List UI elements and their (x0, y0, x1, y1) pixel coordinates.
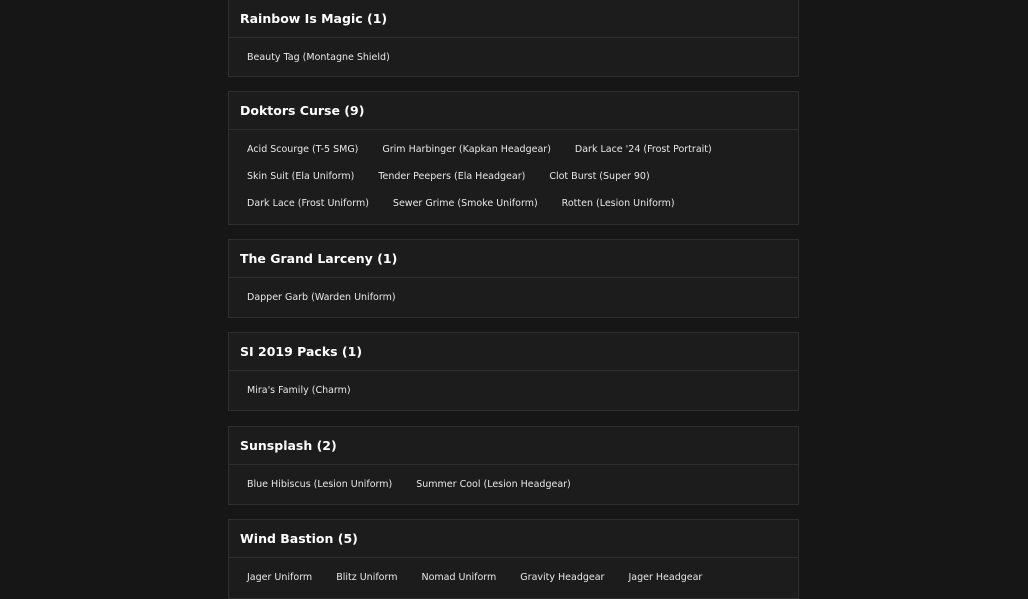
cosmetic-item[interactable]: Dark Lace (Frost Uniform) (247, 198, 369, 209)
section-card (228, 239, 799, 318)
section-title: Doktors Curse (9) (240, 103, 365, 118)
section-header (229, 333, 798, 371)
cosmetic-item[interactable]: Dapper Garb (Warden Uniform) (247, 292, 396, 303)
section-card (228, 426, 799, 505)
cosmetic-item[interactable]: Skin Suit (Ela Uniform) (247, 171, 355, 182)
cosmetic-item[interactable]: Acid Scourge (T-5 SMG) (247, 144, 359, 155)
cosmetic-item[interactable]: Clot Burst (Super 90) (549, 171, 650, 182)
section-header (229, 92, 798, 130)
cosmetic-item[interactable]: Jager Headgear (628, 572, 703, 583)
cosmetic-item[interactable]: Blitz Uniform (336, 572, 398, 583)
cosmetic-item[interactable]: Nomad Uniform (421, 572, 497, 583)
section-title: Rainbow Is Magic (1) (240, 11, 388, 26)
cosmetic-item[interactable]: Summer Cool (Lesion Headgear) (416, 479, 571, 490)
cosmetic-item[interactable]: Gravity Headgear (520, 572, 605, 583)
section-title: The Grand Larceny (1) (240, 251, 398, 266)
section-header (229, 0, 798, 38)
cosmetic-item[interactable]: Beauty Tag (Montagne Shield) (247, 52, 390, 63)
cosmetic-item[interactable]: Sewer Grime (Smoke Uniform) (392, 198, 538, 209)
section-header (229, 427, 798, 465)
cosmetic-item[interactable]: Jager Uniform (247, 572, 313, 583)
section-card (228, 91, 799, 225)
section-card (228, 0, 799, 77)
section-items (229, 558, 798, 598)
section-items (229, 278, 798, 318)
section-title: SI 2019 Packs (1) (240, 344, 363, 359)
section-items (229, 38, 798, 78)
cosmetic-item[interactable]: Tender Peepers (Ela Headgear) (378, 171, 526, 182)
section-card (228, 519, 799, 599)
section-items (229, 130, 798, 224)
section-header (229, 240, 798, 278)
section-title: Sunsplash (2) (240, 438, 337, 453)
cosmetic-item[interactable]: Grim Harbinger (Kapkan Headgear) (382, 144, 551, 155)
section-items (229, 465, 798, 505)
section-card (228, 332, 799, 411)
section-title: Wind Bastion (5) (240, 531, 358, 546)
cosmetic-item[interactable]: Rotten (Lesion Uniform) (561, 198, 675, 209)
cosmetic-item[interactable]: Dark Lace '24 (Frost Portrait) (574, 144, 712, 155)
cosmetic-item[interactable]: Mira's Family (Charm) (247, 385, 351, 396)
section-header (229, 520, 798, 558)
section-items (229, 371, 798, 411)
cosmetic-item[interactable]: Blue Hibiscus (Lesion Uniform) (247, 479, 393, 490)
